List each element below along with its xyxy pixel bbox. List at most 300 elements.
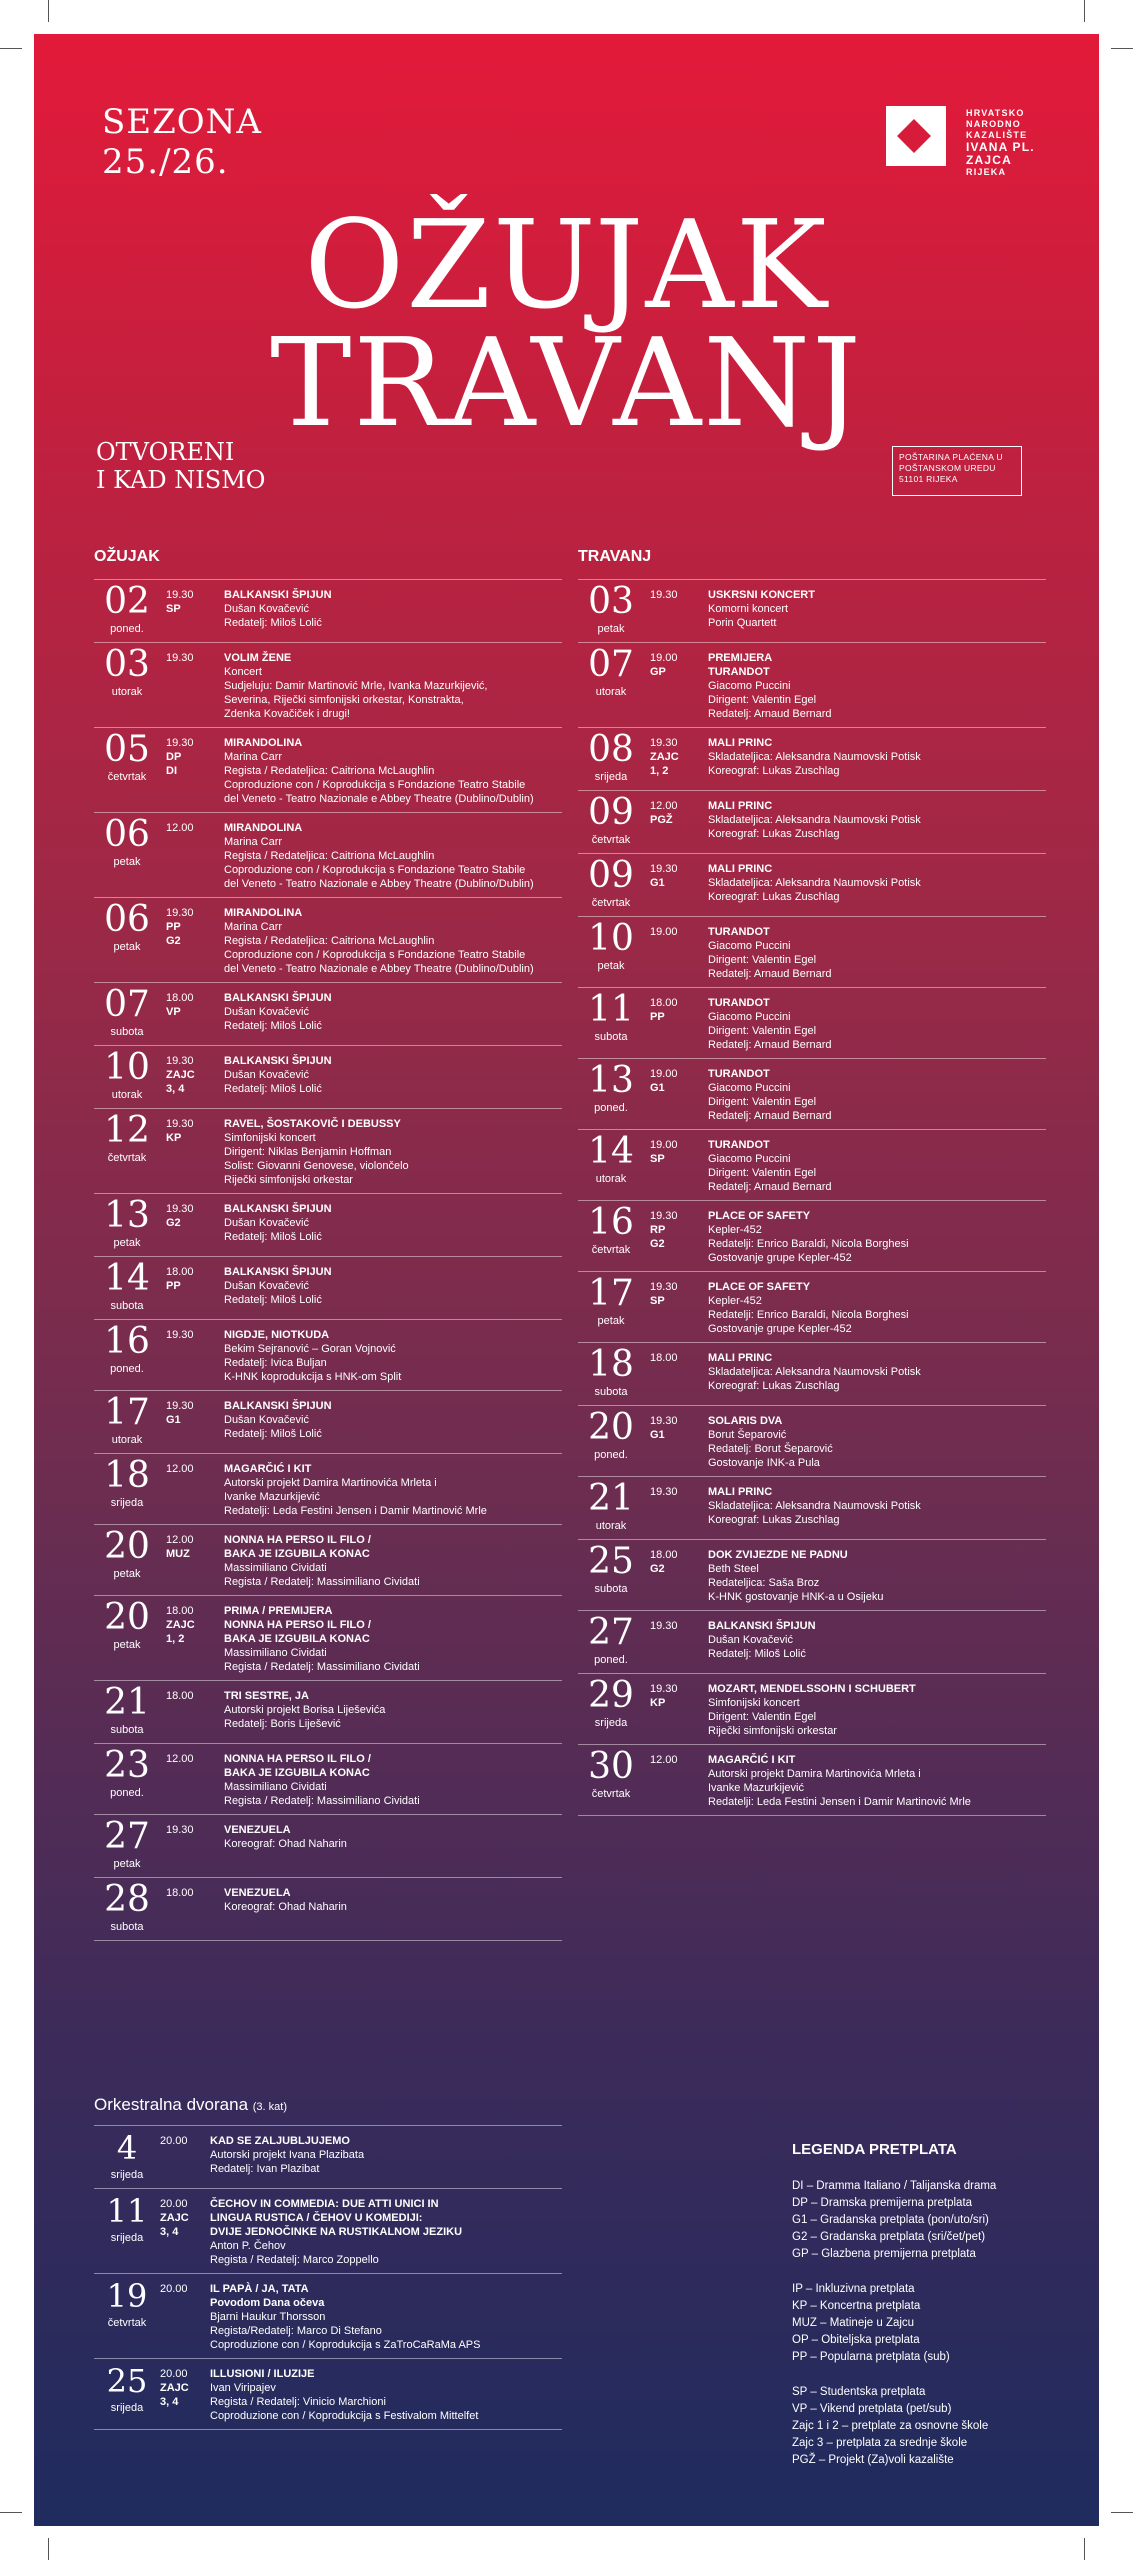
event-info-line: Koreograf: Lukas Zuschlag: [708, 1514, 840, 1526]
event-entry: [578, 728, 1046, 791]
event-info-line: Coproduzione con / Koprodukcija s Festivalom Mittelfet: [210, 2410, 479, 2422]
event-title: TRI SESTRE, JA: [224, 1690, 309, 1702]
event-date: 27: [588, 1612, 634, 1653]
event-meta: [166, 1328, 218, 1342]
event-info-line: Redatelji: Enrico Baraldi, Nicola Borghesi: [708, 1238, 909, 1250]
crop-mark: [1111, 48, 1133, 49]
event-info-line: Beth Steel: [708, 1563, 759, 1575]
event-weekday: četvrtak: [107, 771, 147, 783]
crop-mark: [1111, 2512, 1133, 2513]
event-meta: [166, 1533, 218, 1561]
event-details: [708, 1280, 1046, 1336]
poster: [34, 34, 1099, 2526]
event-time: 20.00: [160, 2283, 188, 2295]
event-entry: [578, 643, 1046, 728]
event-entry: [578, 1130, 1046, 1201]
event-info-line: Solist: Giovanni Genovese, violončelo: [224, 1160, 409, 1172]
event-info-line: Giacomo Puccini: [708, 940, 791, 952]
event-details: [708, 1548, 1046, 1604]
event-title: ČECHOV IN COMMEDIA: DUE ATTI UNICI IN LINGUA RUSTICA / ČEHOV U KOMEDIJI: DVIJE JEDNOČINKE NA RUSTIKALNOM JEZIKU: [210, 2198, 463, 2238]
event-entry: [94, 2274, 562, 2359]
event-title: VENEZUELA: [224, 1887, 291, 1899]
event-info-line: Dirigent: Valentin Egel: [708, 694, 817, 706]
event-title: MALI PRINC: [708, 800, 773, 812]
event-info-line: Simfonijski koncert: [708, 1697, 800, 1709]
event-meta: [166, 588, 218, 616]
event-time: 19.00: [650, 1068, 678, 1080]
event-details: [224, 1328, 562, 1384]
event-date: 17: [104, 1392, 150, 1433]
event-title: BALKANSKI ŠPIJUN: [224, 589, 332, 601]
logo-mark-icon: [886, 106, 946, 166]
event-time: 18.00: [166, 1887, 194, 1899]
event-date: 03: [104, 644, 150, 685]
event-meta: [650, 996, 702, 1024]
event-weekday: utorak: [111, 686, 143, 698]
event-entry: [578, 1745, 1046, 1816]
event-date: 20: [104, 1597, 150, 1638]
crop-mark: [1084, 0, 1085, 22]
event-subscription: GP: [650, 666, 666, 678]
event-date: 28: [104, 1879, 150, 1920]
event-subscription: G1: [650, 1082, 665, 1094]
event-info-line: Koreograf: Lukas Zuschlag: [708, 828, 840, 840]
event-weekday: poned.: [594, 1654, 628, 1666]
legend-item: GP – Glazbena premijerna pretplata: [792, 2248, 976, 2260]
event-meta: [166, 1823, 218, 1837]
event-time: 19.30: [166, 737, 194, 749]
event-time: 19.30: [650, 863, 678, 875]
event-info-line: Sudjeluju: Damir Martinović Mrle, Ivanka Mazurkijević,: [224, 680, 488, 692]
event-meta: [650, 1351, 702, 1365]
event-time: 19.30: [166, 1824, 194, 1836]
event-info-line: Regista / Redatelj: Marco Zoppello: [210, 2254, 379, 2266]
event-subscription: PP: [650, 1011, 665, 1023]
event-title: MALI PRINC: [708, 737, 773, 749]
event-info-line: Redatelj: Arnaud Bernard: [708, 708, 832, 720]
event-subscription: ZAJC 3, 4: [166, 1069, 195, 1095]
event-meta: [166, 906, 218, 948]
event-meta: [650, 651, 702, 679]
event-info-line: Bjarni Haukur Thorsson: [210, 2311, 326, 2323]
season-label: [102, 102, 262, 182]
event-meta: [650, 1414, 702, 1442]
event-entry: [94, 898, 562, 983]
event-date: 11: [106, 2192, 148, 2230]
legend-group: [792, 2384, 1072, 2469]
event-time: 19.30: [166, 1400, 194, 1412]
event-time: 19.30: [650, 1683, 678, 1695]
event-info-line: Regista / Redateljica: Caitriona McLaughlin: [224, 935, 435, 947]
event-subscription: PP G2: [166, 921, 181, 947]
logo-line: ZAJCA: [966, 153, 1013, 167]
crop-mark: [0, 2512, 22, 2513]
event-info-line: Redatelji: Enrico Baraldi, Nicola Borghesi: [708, 1309, 909, 1321]
event-weekday: četvrtak: [591, 897, 631, 909]
event-weekday: utorak: [595, 1520, 627, 1532]
event-info-line: Redatelj: Ivan Plazibat: [210, 2163, 320, 2175]
event-info-line: Dušan Kovačević: [224, 1217, 309, 1229]
event-time: 19.30: [650, 1486, 678, 1498]
event-date: 10: [588, 918, 634, 959]
event-entry: [94, 983, 562, 1046]
event-time: 12.00: [166, 822, 194, 834]
event-meta: [650, 1067, 702, 1095]
event-title: USKRSNI KONCERT: [708, 589, 815, 601]
event-entry: [578, 1406, 1046, 1477]
event-details: [224, 1054, 562, 1102]
event-weekday: četvrtak: [591, 834, 631, 846]
event-info-line: Redatelj: Miloš Lolić: [224, 1428, 322, 1440]
event-subscription: G2: [166, 1217, 181, 1229]
title-line: TRAVANJ: [270, 312, 863, 454]
event-weekday: petak: [113, 1858, 141, 1870]
orchestra-hall-heading: [94, 2090, 562, 2126]
orchestra-hall-title: Orkestralna dvorana: [94, 2095, 249, 2114]
event-info-line: Redatelj: Miloš Lolić: [708, 1648, 806, 1660]
event-details: [708, 1682, 1046, 1738]
event-info-line: Ivan Viripajev: [210, 2382, 276, 2394]
event-entry: [578, 1611, 1046, 1674]
event-meta: [166, 1752, 218, 1766]
event-entry: [578, 1343, 1046, 1406]
event-info-line: Skladateljica: Aleksandra Naumovski Potisk: [708, 877, 921, 889]
event-info-line: Gostovanje grupe Kepler-452: [708, 1323, 852, 1335]
event-info-line: Regista / Redatelj: Massimiliano Cividati: [224, 1661, 420, 1673]
event-info-line: Regista / Redatelj: Vinicio Marchioni: [210, 2396, 386, 2408]
event-info-line: Dirigent: Valentin Egel: [708, 1025, 817, 1037]
event-time: 18.00: [650, 1352, 678, 1364]
event-entry: [578, 1674, 1046, 1745]
event-date: 02: [104, 581, 150, 622]
event-details: [210, 2282, 562, 2352]
event-weekday: petak: [113, 941, 141, 953]
event-details: [224, 1823, 562, 1871]
event-entry: [94, 1815, 562, 1878]
event-info-line: K-HNK koprodukcija s HNK-om Split: [224, 1371, 402, 1383]
event-title: BALKANSKI ŠPIJUN: [224, 992, 332, 1004]
event-info-line: Giacomo Puccini: [708, 1153, 791, 1165]
event-info-line: Redatelj: Miloš Lolić: [224, 1231, 322, 1243]
event-weekday: poned.: [110, 1787, 144, 1799]
event-title: MALI PRINC: [708, 1352, 773, 1364]
event-weekday: subota: [594, 1386, 628, 1398]
event-info-line: Skladateljica: Aleksandra Naumovski Potisk: [708, 814, 921, 826]
event-date: 19: [106, 2277, 148, 2315]
crop-mark: [48, 2538, 49, 2560]
event-weekday: subota: [110, 1026, 144, 1038]
event-meta: [166, 1202, 218, 1230]
event-info-line: Giacomo Puccini: [708, 680, 791, 692]
event-title: NIGDJE, NIOTKUDA: [224, 1329, 330, 1341]
event-meta: [650, 1548, 702, 1576]
event-meta: [166, 1886, 218, 1900]
event-date: 17: [588, 1273, 634, 1314]
event-date: 20: [104, 1526, 150, 1567]
event-details: [708, 1414, 1046, 1470]
event-info-line: Gostovanje grupe Kepler-452: [708, 1252, 852, 1264]
event-time: 12.00: [166, 1463, 194, 1475]
event-weekday: petak: [597, 960, 625, 972]
legend-item: IP – Inkluzivna pretplata: [792, 2283, 915, 2295]
event-details: [708, 1753, 1046, 1809]
event-time: 12.00: [650, 1754, 678, 1766]
event-info-line: Redatelji: Leda Festini Jensen i Damir Martinović Mrle: [708, 1796, 971, 1808]
event-details: [708, 1619, 1046, 1667]
event-details: [224, 1604, 562, 1674]
event-info-line: Komorni koncert: [708, 603, 789, 615]
event-subscription: ZAJC 3, 4: [160, 2382, 189, 2408]
legend-item: PP – Popularna pretplata (sub): [792, 2351, 950, 2363]
event-time: 20.00: [160, 2198, 188, 2210]
event-weekday: utorak: [111, 1434, 143, 1446]
event-info-line: Porin Quartett: [708, 617, 777, 629]
event-date: 21: [588, 1478, 634, 1519]
event-details: [224, 651, 562, 721]
event-subscription: DP DI: [166, 751, 182, 777]
event-title: DOK ZVIJEZDE NE PADNU: [708, 1549, 848, 1561]
theatre-logo: [886, 106, 1035, 177]
event-info-line: Regista / Redatelj: Massimiliano Cividati: [224, 1576, 420, 1588]
event-details: [224, 1399, 562, 1447]
event-meta: [160, 2134, 212, 2148]
event-date: 30: [588, 1746, 634, 1787]
event-details: [224, 1117, 562, 1187]
event-meta: [650, 1619, 702, 1633]
event-info-line: Massimiliano Cividati: [224, 1562, 327, 1574]
event-info-line: Skladateljica: Aleksandra Naumovski Potisk: [708, 751, 921, 763]
month-heading: TRAVANJ: [578, 542, 1046, 580]
event-time: 19.30: [166, 907, 194, 919]
event-title: BALKANSKI ŠPIJUN: [224, 1400, 332, 1412]
logo-line: IVANA PL.: [966, 140, 1035, 154]
event-title: MALI PRINC: [708, 863, 773, 875]
event-entry: [94, 643, 562, 728]
event-meta: [650, 736, 702, 778]
event-details: [210, 2367, 562, 2423]
event-weekday: utorak: [595, 1173, 627, 1185]
event-title: TURANDOT: [708, 926, 770, 938]
event-details: [708, 1209, 1046, 1265]
event-subscription: VP: [166, 1006, 181, 1018]
event-info-line: Severina, Riječki simfonijski orkestar, Konstrakta,: [224, 694, 464, 706]
event-time: 18.00: [166, 1605, 194, 1617]
event-title: ILLUSIONI / ILUZIJE: [210, 2368, 315, 2380]
event-subscription: PGŽ: [650, 814, 673, 826]
event-meta: [166, 1604, 218, 1646]
event-info-line: Redatelj: Miloš Lolić: [224, 1020, 322, 1032]
event-subscription: KP: [166, 1132, 182, 1144]
event-date: 18: [104, 1455, 150, 1496]
event-subscription: G1: [166, 1414, 181, 1426]
event-list: [94, 580, 562, 1941]
event-details: [224, 1202, 562, 1250]
event-weekday: srijeda: [594, 771, 628, 783]
event-details: [708, 1067, 1046, 1123]
event-time: 19.00: [650, 926, 678, 938]
event-weekday: petak: [113, 1639, 141, 1651]
event-entry: [578, 917, 1046, 988]
event-info-line: Koreograf: Ohad Naharin: [224, 1901, 347, 1913]
event-date: 25: [588, 1541, 634, 1582]
event-meta: [166, 736, 218, 778]
event-info-line: Redateljica: Saša Broz: [708, 1577, 820, 1589]
event-subscription: SP: [166, 603, 181, 615]
event-title: PLACE OF SAFETY: [708, 1210, 811, 1222]
event-time: 19.30: [166, 1203, 194, 1215]
event-time: 19.30: [166, 1118, 194, 1130]
event-info-line: Anton P. Čehov: [210, 2240, 286, 2252]
logo-line: NARODNO: [966, 119, 1021, 129]
event-info-line: Dirigent: Valentin Egel: [708, 954, 817, 966]
event-entry: [578, 1540, 1046, 1611]
event-date: 06: [104, 899, 150, 940]
event-meta: [650, 588, 702, 602]
event-date: 11: [588, 989, 634, 1030]
event-date: 4: [116, 2129, 138, 2167]
event-info-line: Redatelj: Arnaud Bernard: [708, 1039, 832, 1051]
event-details: [224, 821, 562, 891]
event-date: 16: [588, 1202, 634, 1243]
event-weekday: četvrtak: [107, 1152, 147, 1164]
april-column: [578, 542, 1046, 1816]
month-heading: OŽUJAK: [94, 542, 562, 580]
event-meta: [650, 1485, 702, 1499]
event-title: TURANDOT: [708, 1068, 770, 1080]
event-weekday: petak: [113, 1237, 141, 1249]
event-weekday: petak: [113, 856, 141, 868]
event-date: 13: [104, 1195, 150, 1236]
event-date: 10: [104, 1047, 150, 1088]
event-info-line: Dušan Kovačević: [224, 603, 309, 615]
event-meta: [650, 1682, 702, 1710]
event-info-line: Giacomo Puccini: [708, 1011, 791, 1023]
event-meta: [650, 799, 702, 827]
event-info-line: Koreograf: Lukas Zuschlag: [708, 765, 840, 777]
event-info-line: del Veneto - Teatro Nazionale e Abbey Theatre (Dublino/Dublin): [224, 878, 534, 890]
event-title: NONNA HA PERSO IL FILO / BAKA JE IZGUBILA KONAC: [224, 1753, 371, 1779]
event-info-line: Riječki simfonijski orkestar: [708, 1725, 837, 1737]
event-title: MIRANDOLINA: [224, 907, 303, 919]
legend-item: PGŽ – Projekt (Za)voli kazalište: [792, 2454, 954, 2466]
event-title: BALKANSKI ŠPIJUN: [224, 1203, 332, 1215]
event-date: 07: [588, 644, 634, 685]
event-info-line: Dušan Kovačević: [224, 1414, 309, 1426]
event-date: 16: [104, 1321, 150, 1362]
event-info-line: Giacomo Puccini: [708, 1082, 791, 1094]
event-time: 12.00: [166, 1534, 194, 1546]
title-line: OŽUJAK: [304, 194, 829, 336]
event-entry: [94, 1320, 562, 1391]
event-info-line: Ivanke Mazurkijević: [224, 1491, 320, 1503]
event-time: 19.30: [650, 1210, 678, 1222]
legend-item: DI – Dramma Italiano / Talijanska drama: [792, 2180, 997, 2192]
event-info-line: Autorski projekt Damira Martinovića Mrleta i: [224, 1477, 437, 1489]
event-details: [708, 996, 1046, 1052]
event-info-line: Massimiliano Cividati: [224, 1647, 327, 1659]
event-date: 08: [588, 729, 634, 770]
event-title: PREMIJERA TURANDOT: [708, 652, 773, 678]
event-time: 18.00: [650, 997, 678, 1009]
event-details: [708, 925, 1046, 981]
event-info-line: Autorski projekt Borisa Liješevića: [224, 1704, 386, 1716]
event-weekday: poned.: [594, 1449, 628, 1461]
legend-item: SP – Studentska pretplata: [792, 2386, 926, 2398]
event-time: 19.30: [166, 1329, 194, 1341]
event-entry: [578, 580, 1046, 643]
event-meta: [160, 2197, 212, 2239]
event-entry: [94, 2359, 562, 2430]
event-time: 19.30: [650, 737, 678, 749]
event-title: BALKANSKI ŠPIJUN: [224, 1055, 332, 1067]
event-weekday: poned.: [110, 1363, 144, 1375]
event-info-line: Autorski projekt Ivana Plazibata: [210, 2149, 365, 2161]
event-entry: [94, 1596, 562, 1681]
event-meta: [166, 821, 218, 835]
event-info-line: Redatelj: Boris Liješević: [224, 1718, 341, 1730]
event-entry: [94, 1046, 562, 1109]
event-info-line: Redatelj: Miloš Lolić: [224, 1294, 322, 1306]
event-weekday: poned.: [110, 623, 144, 635]
event-title: MIRANDOLINA: [224, 737, 303, 749]
crop-mark: [1084, 2538, 1085, 2560]
event-weekday: subota: [110, 1921, 144, 1933]
event-meta: [160, 2282, 212, 2296]
event-time: 19.30: [166, 589, 194, 601]
event-weekday: srijeda: [594, 1717, 628, 1729]
event-info-line: Marina Carr: [224, 836, 283, 848]
event-info-line: Regista/Redatelj: Marco Di Stefano: [210, 2325, 382, 2337]
event-info-line: Dušan Kovačević: [224, 1280, 309, 1292]
event-date: 09: [588, 855, 634, 896]
event-weekday: petak: [597, 1315, 625, 1327]
event-info-line: Redatelj: Arnaud Bernard: [708, 1181, 832, 1193]
event-info-line: Coproduzione con / Koprodukcija s Fondazione Teatro Stabile: [224, 779, 526, 791]
event-info-line: Riječki simfonijski orkestar: [224, 1174, 353, 1186]
event-time: 20.00: [160, 2135, 188, 2147]
event-info-line: Borut Šeparović: [708, 1429, 787, 1441]
event-info-line: Dirigent: Valentin Egel: [708, 1096, 817, 1108]
event-date: 23: [104, 1745, 150, 1786]
event-info-line: Koreograf: Ohad Naharin: [224, 1838, 347, 1850]
event-info-line: Bekim Sejranović – Goran Vojnović: [224, 1343, 396, 1355]
event-title: VENEZUELA: [224, 1824, 291, 1836]
subscription-legend: [792, 2140, 1072, 2487]
event-date: 27: [104, 1816, 150, 1857]
event-title: TURANDOT: [708, 997, 770, 1009]
event-info-line: Ivanke Mazurkijević: [708, 1782, 804, 1794]
event-date: 18: [588, 1344, 634, 1385]
event-time: 18.00: [650, 1549, 678, 1561]
event-weekday: subota: [110, 1300, 144, 1312]
event-date: 03: [588, 581, 634, 622]
event-meta: [166, 1265, 218, 1293]
event-time: 19.30: [166, 652, 194, 664]
event-date: 14: [104, 1258, 150, 1299]
event-entry: [94, 728, 562, 813]
event-title: VOLIM ŽENE: [224, 652, 292, 664]
event-list: [578, 580, 1046, 1816]
event-subscription: G1: [650, 877, 665, 889]
event-time: 19.30: [650, 1620, 678, 1632]
event-title: MAGARČIĆ I KIT: [224, 1463, 312, 1475]
event-date: 29: [588, 1675, 634, 1716]
event-entry: [94, 580, 562, 643]
event-date: 12: [104, 1110, 150, 1151]
event-entry: [94, 1878, 562, 1941]
legend-group: [792, 2281, 1072, 2366]
event-time: 19.30: [650, 589, 678, 601]
